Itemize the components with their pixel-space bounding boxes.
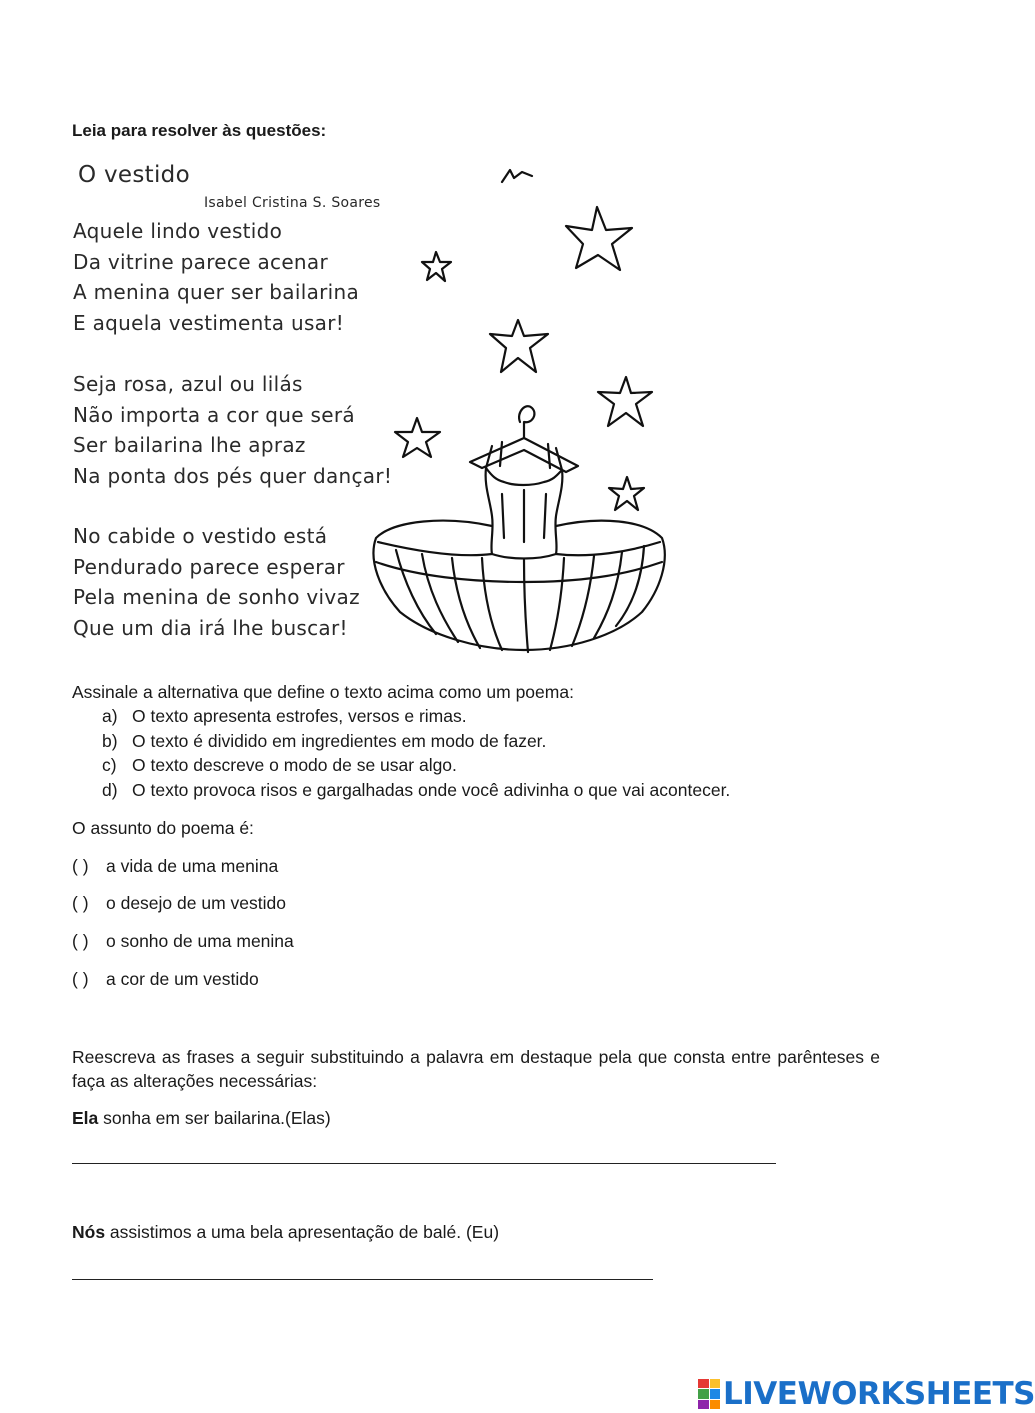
poem-verse: Na ponta dos pés quer dançar! (73, 463, 393, 488)
logo-mark-icon (698, 1379, 720, 1409)
star-icon (422, 252, 451, 281)
liveworksheets-logo (698, 1376, 1035, 1412)
highlighted-word: Nós (72, 1222, 106, 1242)
question-1-prompt: Assinale a alternativa que define o texto acima como um poema: (72, 682, 574, 702)
poem-verse: E aquela vestimenta usar! (73, 310, 345, 335)
choice-item[interactable]: ( ) a vida de uma menina (72, 856, 279, 876)
poem-stanza-3 (73, 521, 360, 643)
option-c[interactable]: c) O texto descreve o modo de se usar algo. (102, 755, 457, 775)
star-icon (566, 207, 632, 270)
ballet-dress-illustration (360, 150, 670, 660)
option-a[interactable]: a) O texto apresenta estrofes, versos e rimas. (102, 706, 467, 726)
question-1-options (102, 704, 730, 802)
poem-verse: No cabide o vestido está (73, 524, 328, 548)
tutu-skirt (373, 521, 664, 650)
choice-item[interactable]: ( ) o sonho de uma menina (72, 931, 294, 951)
poem-verse: Ser bailarina lhe apraz (73, 433, 306, 458)
star-icon (490, 320, 548, 372)
poem-verse: Seja rosa, azul ou lilás (73, 372, 303, 396)
highlighted-word: Ela (72, 1108, 99, 1128)
choice-item[interactable]: ( ) o desejo de um vestido (72, 893, 286, 913)
poem-verse: Da vitrine parece acenar (73, 249, 328, 274)
hanger-hook (519, 406, 534, 438)
checkbox-blank[interactable]: ( ) (72, 969, 89, 989)
bird-doodle (502, 170, 532, 182)
checkbox-blank[interactable]: ( ) (72, 893, 89, 913)
poem-verse: Pela menina de sonho vivaz (73, 585, 360, 610)
question-3-prompt: Reescreva as frases a seguir substituindo a palavra em destaque pela que consta entre parênteses e faça as alterações necessárias: (72, 1047, 880, 1091)
poem-author: Isabel Cristina S. Soares (204, 195, 381, 211)
poem-stanza-2 (73, 369, 392, 491)
poem-verse: Aquele lindo vestido (73, 219, 283, 243)
poem-stanza-1 (73, 216, 359, 338)
star-icon (609, 477, 644, 510)
logo-text: LIVEWORKSHEETS (723, 1376, 1035, 1412)
choice-item[interactable]: ( ) a cor de um vestido (72, 969, 259, 989)
poem-verse: Não importa a cor que será (73, 402, 355, 427)
poem-verse: Que um dia irá lhe buscar! (73, 615, 348, 640)
checkbox-blank[interactable]: ( ) (72, 856, 89, 876)
answer-line-1[interactable] (72, 1163, 776, 1164)
poem-verse: A menina quer ser bailarina (73, 280, 360, 305)
star-icon (598, 377, 652, 426)
sentence-2: Nós assistimos a uma bela apresentação de balé. (Eu) (72, 1222, 500, 1242)
poem-verse: Pendurado parece esperar (73, 554, 345, 579)
star-icon (395, 418, 440, 457)
poem-title: O vestido (78, 162, 190, 188)
option-d[interactable]: d) O texto provoca risos e gargalhadas onde você adivinha o que vai acontecer. (102, 779, 731, 800)
answer-line-2[interactable] (72, 1279, 653, 1280)
sentence-1: Ela sonha em ser bailarina.(Elas) (72, 1108, 331, 1128)
option-b[interactable]: b) O texto é dividido em ingredientes em modo de fazer. (102, 730, 547, 751)
instruction-heading: Leia para resolver às questões: (72, 121, 327, 140)
checkbox-blank[interactable]: ( ) (72, 931, 89, 951)
question-2-prompt: O assunto do poema é: (72, 818, 254, 838)
